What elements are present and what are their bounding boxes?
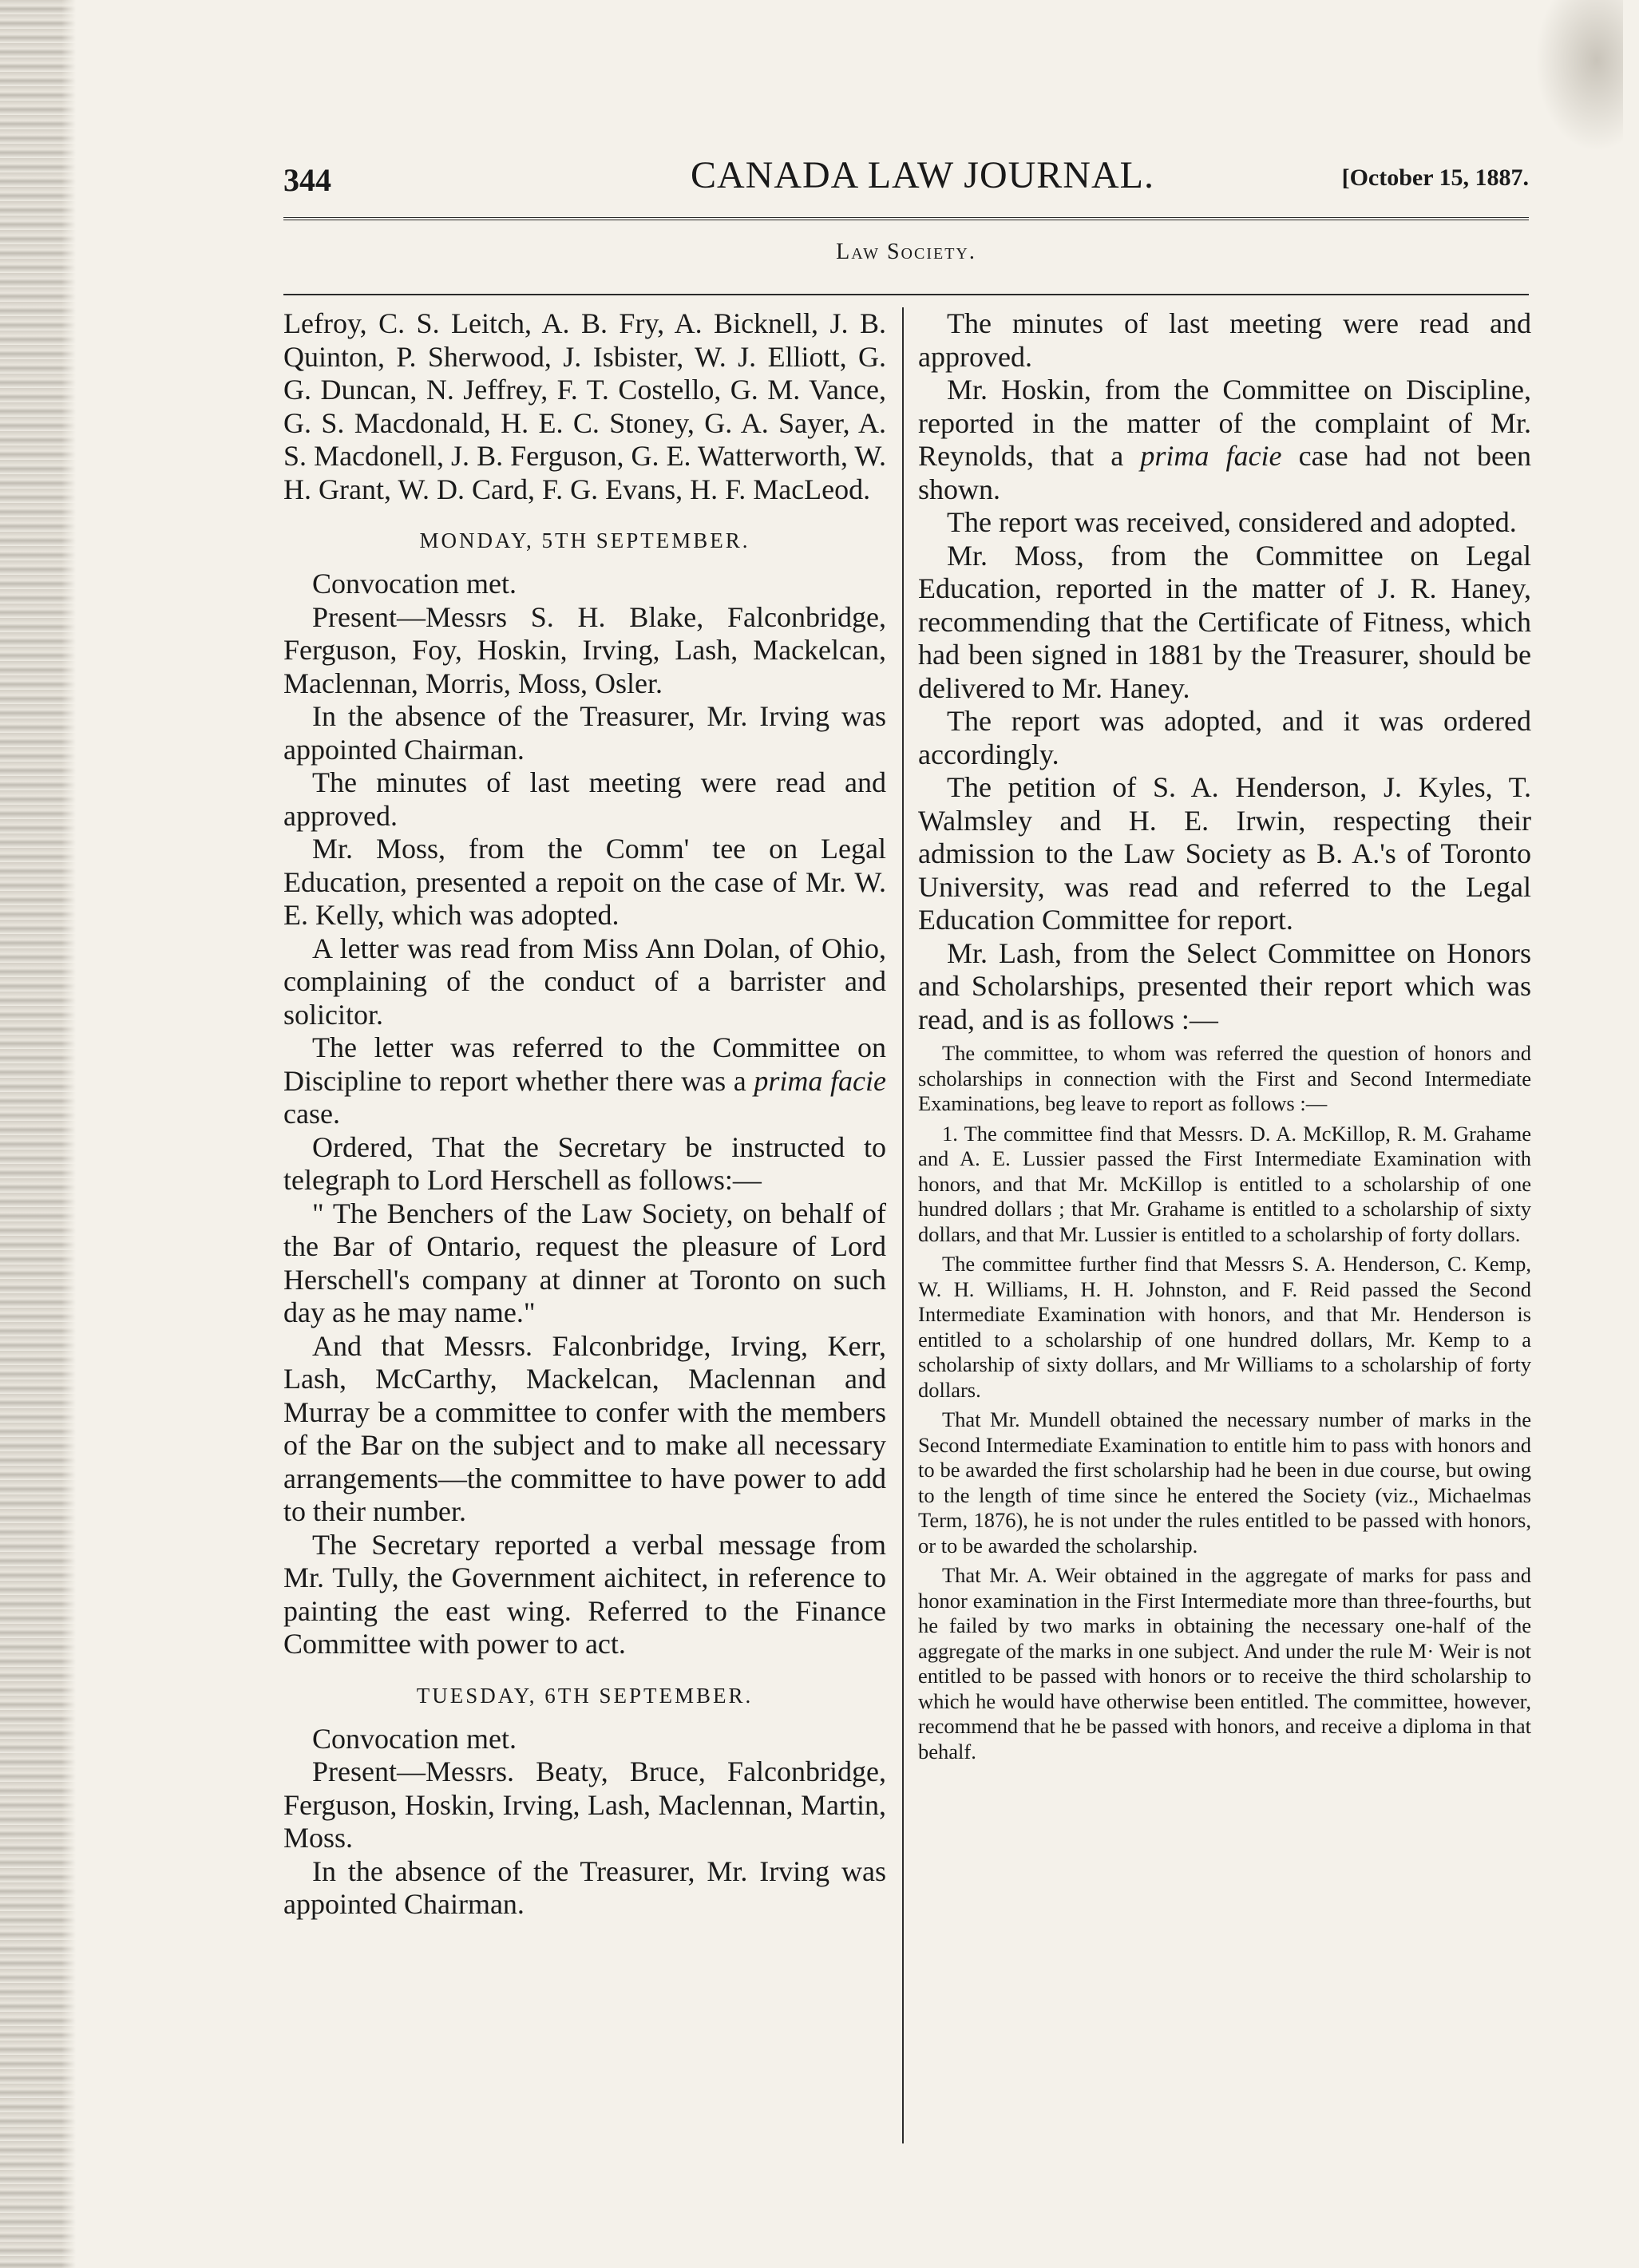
- paragraph-text: case had not been shown.: [918, 440, 1531, 505]
- paragraph: In the absence of the Treasurer, Mr. Irving was appointed Chairman.: [283, 700, 886, 766]
- column-divider: [902, 307, 904, 2143]
- paragraph-text: Mr. Hoskin, from the Committee on Discipline, reported in the matter of the complaint of Mr. Reynolds, that a: [918, 374, 1531, 472]
- page-binding-edge: [0, 0, 76, 2268]
- left-column: [283, 307, 886, 1922]
- paragraph: Mr. Moss, from the Committee on Legal Education, reported in the matter of J. R. Haney, recommending that the Certificate of Fitness, which had been signed in 1881 by the Treasurer, should be delivered to Mr. Haney.: [918, 539, 1531, 704]
- report-paragraph: The committee further find that Messrs S. A. Henderson, C. Kemp, W. H. Williams, H. H. Johnston, and F. Reid passed the Second Intermediate Examination with honors, and that Mr. Henderson is entitled to a scholarship of one hundred dollars, Mr. Kemp to a scholarship of sixty dollars, and Mr Williams to a scholarship of forty dollars.: [918, 1252, 1531, 1402]
- section-rule: [283, 294, 1529, 295]
- italic-phrase: prima facie: [1140, 440, 1282, 472]
- paragraph-text: The letter was referred to the Committee on Discipline to report whether there was a: [283, 1031, 886, 1097]
- report-paragraph: That Mr. Mundell obtained the necessary number of marks in the Second Intermediate Examination to entitle him to pass with honors and to be awarded the first scholarship had he been in due course, but owing to the length of time since he entered the Society (viz., Michaelmas Term, 1876), he is not under the rules entitled to be passed with honors, or to be awarded the scholarship.: [918, 1407, 1531, 1558]
- date-subheading: TUESDAY, 6TH SEPTEMBER.: [416, 1683, 754, 1708]
- report-paragraph: 1. The committee find that Messrs. D. A. McKillop, R. M. Grahame and A. E. Lussier passed the First Intermediate Examination with honors, and that Mr. McKillop is entitled to a scholarship of one hundred dollars ; that Mr. Grahame is entitled to a scholarship of sixty dollars, and that Mr. Lussier is entitled to a scholarship of forty dollars.: [918, 1121, 1531, 1246]
- paragraph: The petition of S. A. Henderson, J. Kyles, T. Walmsley and H. E. Irwin, respecting their admission to the Law Society as B. A.'s of Toronto University, was read and referred to the Legal Education Committee for report.: [918, 771, 1531, 936]
- paragraph: The Secretary reported a verbal message from Mr. Tully, the Government aichitect, in reference to painting the east wing. Referred to the Finance Committee with power to act.: [283, 1528, 886, 1660]
- paragraph: Ordered, That the Secretary be instructed to telegraph to Lord Herschell as follows:—: [283, 1130, 886, 1196]
- paragraph: In the absence of the Treasurer, Mr. Irving was appointed Chairman.: [283, 1854, 886, 1920]
- telegram-quote: " The Benchers of the Law Society, on behalf of the Bar of Ontario, request the pleasure of Lord Herschell's company at dinner at Toronto on such day as he may name.": [283, 1197, 886, 1328]
- paragraph: Present—Messrs S. H. Blake, Falconbridge, Ferguson, Foy, Hoskin, Irving, Lash, Mackelcan, Maclennan, Morris, Moss, Osler.: [283, 600, 886, 699]
- running-header: [283, 153, 1529, 209]
- paragraph: Convocation met.: [312, 568, 517, 600]
- paragraph: [918, 374, 1531, 506]
- paragraph: And that Messrs. Falconbridge, Irving, Kerr, Lash, McCarthy, Mackelcan, Maclennan and Murray be a committee to confer with the members of the Bar on the subject and to make all necessary arrangements—the committee to have power to add to their number.: [283, 1329, 886, 1527]
- paragraph: Convocation met.: [312, 1722, 517, 1755]
- paragraph: Mr. Lash, from the Select Committee on Honors and Scholarships, presented their report which was read, and is as follows :—: [918, 936, 1531, 1035]
- paragraph: The minutes of last meeting were read and approved.: [283, 766, 886, 832]
- paragraph-text: case.: [283, 1098, 340, 1130]
- italic-phrase: prima facie: [754, 1064, 886, 1097]
- right-column: [918, 307, 1531, 1764]
- paragraph: The minutes of last meeting were read and approved.: [918, 307, 1531, 373]
- attendee-list: Lefroy, C. S. Leitch, A. B. Fry, A. Bicknell, J. B. Quinton, P. Sherwood, J. Isbister, W. J. Elliott, G. G. Duncan, N. Jeffrey, F. T. Costello, G. M. Vance, G. S. Macdonald, H. E. C. Stoney, G. A. Sayer, A. S. Macdonell, J. B. Ferguson, G. E. Watterworth, W. H. Grant, W. D. Card, F. G. Evans, H. F. MacLeod.: [283, 307, 886, 505]
- section-title: Law Society.: [836, 239, 976, 264]
- report-paragraph: The committee, to whom was referred the question of honors and scholarships in connection with the First and Second Intermediate Examinations, beg leave to report as follows :—: [918, 1041, 1531, 1115]
- date-subheading: MONDAY, 5TH SEPTEMBER.: [419, 528, 750, 552]
- paragraph: Present—Messrs. Beaty, Bruce, Falconbridge, Ferguson, Hoskin, Irving, Lash, Maclennan, Martin, Moss.: [283, 1755, 886, 1854]
- journal-title: CANADA LAW JOURNAL.: [691, 154, 1154, 196]
- issue-date: [October 15, 1887.: [1341, 164, 1529, 191]
- paragraph: A letter was read from Miss Ann Dolan, of Ohio, complaining of the conduct of a barrister and solicitor.: [283, 932, 886, 1031]
- paragraph: The report was received, considered and adopted.: [947, 506, 1517, 538]
- header-rule: [283, 217, 1529, 220]
- page-number: 344: [283, 162, 331, 198]
- page-smudge: [1535, 0, 1623, 152]
- paragraph: Mr. Moss, from the Comm' tee on Legal Education, presented a repoit on the case of Mr. W. E. Kelly, which was adopted.: [283, 833, 886, 931]
- report-paragraph: That Mr. A. Weir obtained in the aggregate of marks for pass and honor examination in the First Intermediate more than three-fourths, but he failed by two marks in obtaining the necessary one-half of the aggregate of the marks in one subject. And under the rule M· Weir is not entitled to be passed with honors or to receive the third scholarship to which he would have otherwise been entitled. The committee, however, recommend that he be passed with honors, and receive a diploma in that behalf.: [918, 1563, 1531, 1763]
- paragraph: The report was adopted, and it was ordered accordingly.: [918, 705, 1531, 770]
- paragraph: [283, 1031, 886, 1131]
